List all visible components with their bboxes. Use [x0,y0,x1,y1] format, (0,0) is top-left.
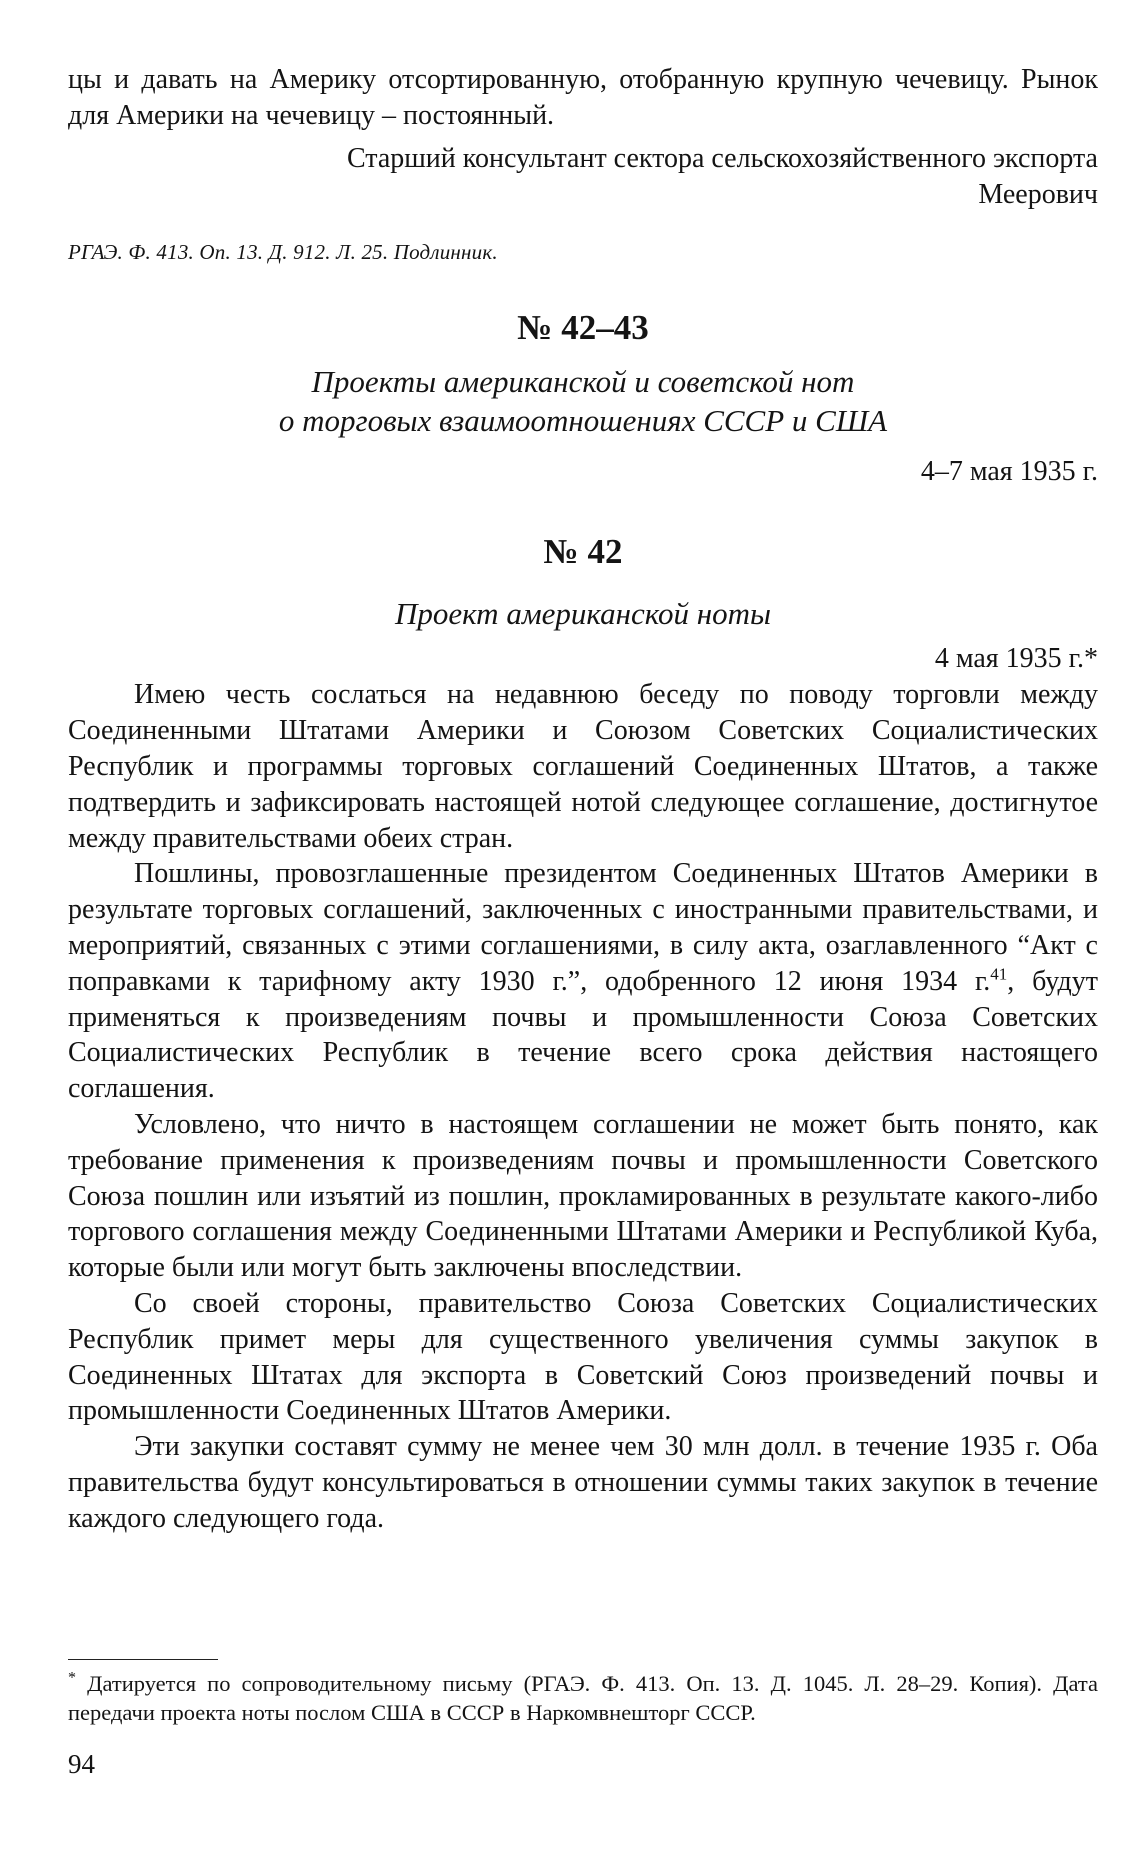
document-number: № 42 [543,532,623,572]
footnote [68,1669,1098,1727]
footnote-divider [68,1659,218,1660]
group-title-line1: Проекты американской и советской нот [311,364,855,400]
page-number: 94 [68,1749,95,1779]
paragraph-3: Условлено, что ничто в настоящем соглашении не может быть понято, как требование применения к произведениям почвы и промышленности Советского Союза пошлин или изъятий из пошлин, прокламированных в результате какого-либо торгового соглашения между Соединенными Штатами Америки и Республикой Куба, которые были или могут быть заключены впоследствии. [68,1108,1098,1284]
paragraph-2 [68,856,1098,1107]
continuation-paragraph: цы и давать на Америку отсортированную, отобранную крупную чечевицу. Рынок для Америки на чечевицу – постоянный. [68,64,1098,131]
footnote-text: Датируется по сопроводительному письму (РГАЭ. Ф. 413. Оп. 13. Д. 1045. Л. 28–29. Копия). Дата передачи проекта ноты послом США в СССР в Наркомвнешторг СССР. [68,1671,1099,1725]
footnote-reference-41: 41 [990,964,1008,984]
paragraph-2-text: Пошлины, провозглашенные президентом Соединенных Штатов Америки в результате торговых соглашений, заключенных с иностранными правительствами, и мероприятий, связанных с этими соглашениями, в силу акта, озаглавленного “Акт с поправками к тарифному акту 1930 г.”, одобренного 12 июня 1934 г. [68,858,1098,997]
page-body [68,62,1098,1537]
archive-reference: РГАЭ. Ф. 413. Оп. 13. Д. 912. Л. 25. Подлинник. [68,240,498,265]
paragraph-2-tail: , будут применяться к произведениям почвы и промышленности Союза Советских Социалистических Республик в течение всего срока действия настоящего соглашения. [68,965,1098,1105]
signature-position: Старший консультант сектора сельскохозяйственного экспорта [346,142,1098,174]
signature-name: Меерович [978,178,1098,210]
group-date: 4–7 мая 1935 г. [920,456,1098,488]
group-title-line2: о торговых взаимоотношениях СССР и США [278,403,888,439]
document-date: 4 мая 1935 г.* [934,643,1098,675]
paragraph-4: Со своей стороны, правительство Союза Советских Социалистических Республик примет меры для существенного увеличения суммы закупок в Соединенных Штатах для экспорта в Советский Союз произведений почвы и промышленности Соединенных Штатов Америки. [68,1287,1098,1427]
footnote-mark: * [68,1669,76,1687]
paragraph-5: Эти закупки составят сумму не менее чем 30 млн долл. в течение 1935 г. Оба правительства будут консультироваться в отношении суммы таких закупок в течение каждого следующего года. [68,1431,1098,1534]
group-number: № 42–43 [517,308,649,348]
paragraph-1: Имею честь сослаться на недавнюю беседу по поводу торговли между Соединенными Штатами Америки и Союзом Советских Социалистических Республик и программы торговых соглашений Соединенных Штатов, а также подтвердить и зафиксировать настоящей нотой следующее соглашение, достигнутое между правительствами обеих стран. [68,679,1098,854]
document-title: Проект американской ноты [394,596,772,632]
